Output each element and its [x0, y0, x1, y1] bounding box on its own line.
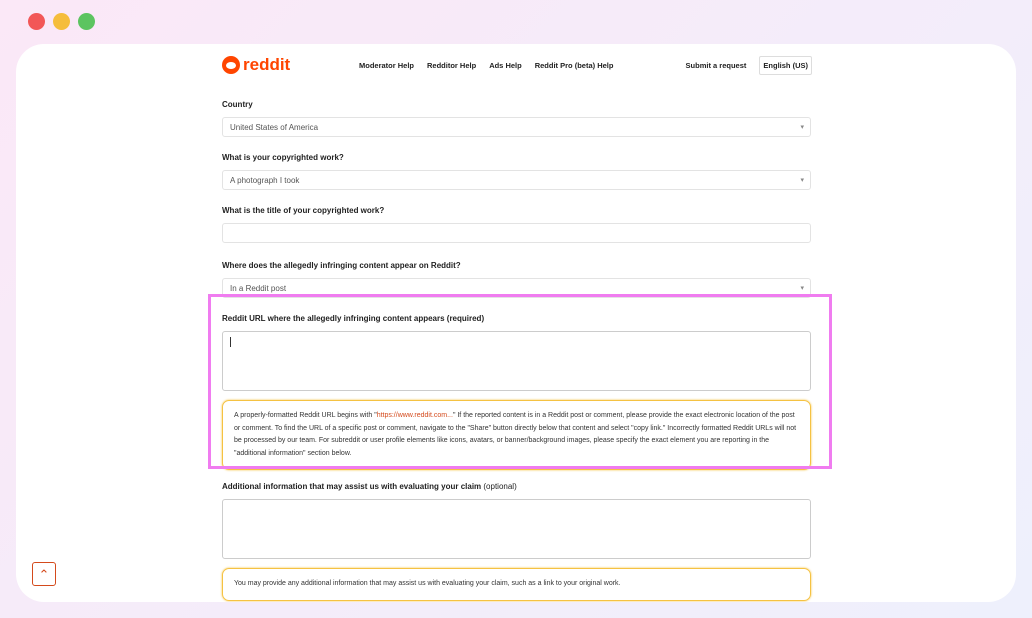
minimize-button[interactable] [53, 13, 70, 30]
close-button[interactable] [28, 13, 45, 30]
optional-tag: (optional) [483, 482, 517, 491]
header [222, 54, 812, 76]
maximize-button[interactable] [78, 13, 95, 30]
nav-redditor-help[interactable]: Redditor Help [427, 60, 477, 70]
info-textarea[interactable] [222, 499, 811, 559]
reddit-snoo-icon [222, 56, 240, 74]
reddit-url-example: https://www.reddit.com... [376, 412, 453, 419]
info-label [222, 482, 811, 491]
nav-ads-help[interactable]: Ads Help [489, 60, 522, 70]
nav-moderator-help[interactable]: Moderator Help [359, 60, 415, 70]
title-label: What is the title of your copyrighted work? [222, 206, 385, 215]
info-help-note: You may provide any additional information that may assist us with evaluating your claim, such as a link to your original work. [222, 568, 811, 601]
note-text-rest: " If the reported content is in a Reddit post or comment, please provide the exact electronic location of the post or comment. To find the URL of a specific post or comment, navigate to the "Share" button directly below that content and select "copy link." Incorrectly formatted Reddit URLs will not be processed by our team. For subreddit or user profile elements like icons, avatars, or banner/background images, please specify the exact element you are reporting in the "additional information" section below. [234, 412, 797, 457]
reddit-logo[interactable] [222, 55, 359, 75]
where-label: Where does the allegedly infringing content appear on Reddit? [222, 261, 461, 270]
browser-window [16, 44, 1016, 602]
info-label-text: Additional information that may assist us with evaluating your claim [222, 482, 482, 491]
logo-text: reddit [243, 55, 291, 74]
nav-reddit-pro-help[interactable]: Reddit Pro (beta) Help [534, 60, 614, 70]
work-label: What is your copyrighted work? [222, 153, 344, 162]
country-label: Country [222, 100, 253, 109]
window-controls [28, 13, 95, 30]
title-input[interactable] [222, 223, 811, 243]
scroll-to-top-button[interactable]: ⌃ [32, 562, 56, 586]
highlight-box [208, 294, 832, 469]
submit-request-link[interactable]: Submit a request [685, 60, 747, 70]
note-text: A properly-formatted Reddit URL begins with " [234, 412, 377, 419]
country-select[interactable]: United States of America ▾ [222, 117, 811, 137]
work-select[interactable]: A photograph I took ▾ [222, 170, 811, 190]
language-selector[interactable]: English (US) [759, 56, 812, 75]
url-label: Reddit URL where the allegedly infringing content appears (required) [222, 314, 485, 323]
where-select[interactable]: In a Reddit post ▾ [222, 278, 811, 298]
